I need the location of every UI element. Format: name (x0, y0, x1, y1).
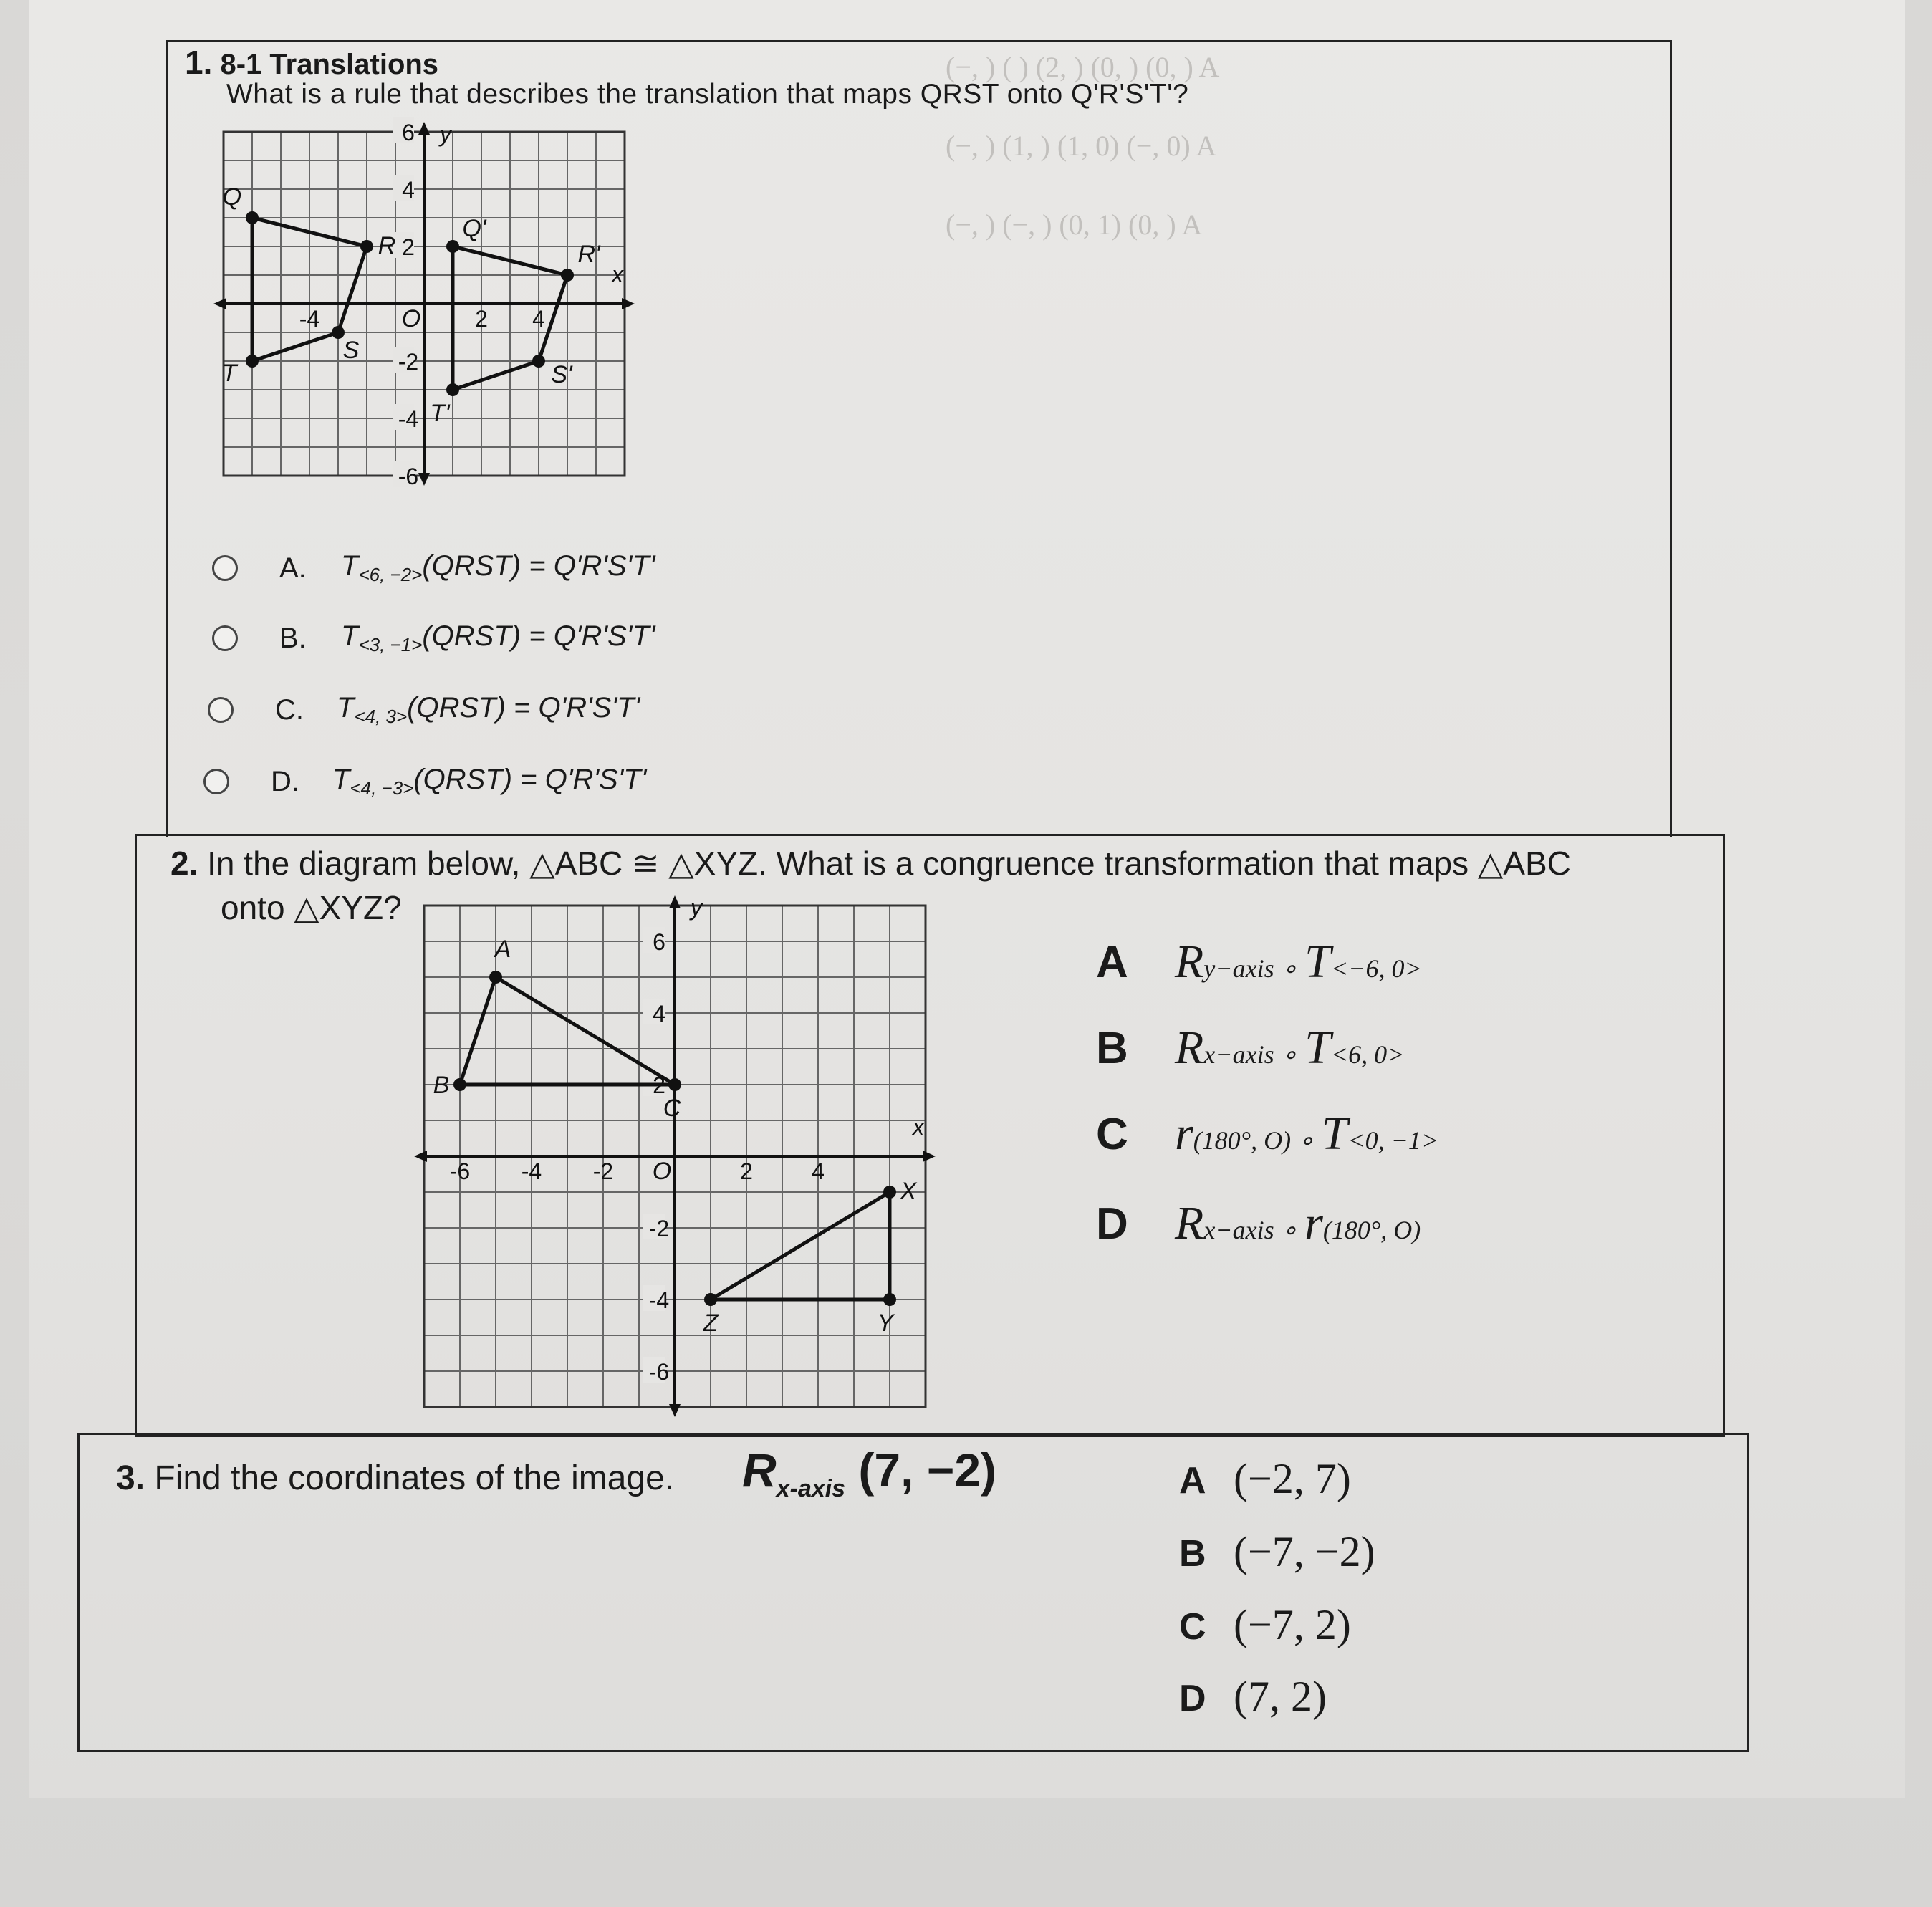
question1-number: 1. (185, 44, 213, 81)
choice-first-sub: (180°, O) (1193, 1126, 1292, 1155)
point-label: Q' (462, 215, 486, 242)
question3-prompt (116, 1459, 674, 1498)
y-axis-label: y (691, 895, 702, 921)
point-label: T' (430, 400, 450, 427)
choice-letter: A (1096, 938, 1128, 987)
point-label: X (900, 1178, 917, 1205)
reflection-point: (7, −2) (858, 1444, 997, 1497)
option-letter: A. (279, 552, 307, 584)
option-rule: $T_{<3, -1>}(QRST) = Q'R'S'T'$ (341, 620, 655, 655)
x-tick-label: 4 (532, 306, 545, 332)
choice-value: (7, 2) (1234, 1673, 1327, 1720)
choice-value: (−2, 7) (1234, 1455, 1351, 1502)
point-label: R' (577, 241, 600, 268)
point-r (360, 240, 373, 253)
radio-button[interactable] (203, 769, 229, 794)
y-tick-label: -4 (398, 406, 419, 432)
question3-expression (742, 1443, 996, 1503)
y-tick-label: -2 (398, 349, 419, 375)
y-tick-label: -2 (648, 1216, 670, 1241)
reflection-axis: x-axis (776, 1475, 846, 1502)
x-tick-label: -2 (592, 1158, 614, 1184)
x-tick-label: 2 (475, 306, 488, 332)
choice-second-sub: <6, 0> (1330, 1040, 1405, 1069)
choice-letter: D (1096, 1199, 1128, 1249)
y-axis-label: y (440, 121, 451, 147)
choice-second-transform: T (1304, 1022, 1331, 1074)
choice-first-sub: y−axis (1203, 954, 1274, 983)
x-axis-label: x (913, 1114, 924, 1140)
question3-prompt-text: Find the coordinates of the image. (154, 1459, 675, 1497)
question2-choice-b[interactable] (1096, 1021, 1404, 1075)
point-label: Y (877, 1310, 894, 1337)
choice-second-transform: r (1304, 1197, 1323, 1249)
x-axis-label: x (612, 261, 623, 287)
x-tick-label: -4 (521, 1158, 542, 1184)
y-tick-label: 2 (653, 1072, 665, 1098)
point-label: A (494, 936, 511, 963)
choice-second-sub: <−6, 0> (1330, 954, 1422, 983)
question2-choice-c[interactable] (1096, 1107, 1438, 1161)
y-tick-label: 4 (653, 1001, 665, 1027)
choice-letter: A (1179, 1460, 1206, 1502)
point-label: S (342, 337, 360, 364)
x-tick-label: -6 (449, 1158, 471, 1184)
radio-button[interactable] (208, 697, 234, 723)
x-tick-label: -4 (299, 306, 320, 332)
point-x (883, 1186, 896, 1199)
point-label: R (378, 232, 396, 259)
point-label: B (433, 1072, 450, 1099)
bleed-through-text: (−, ) (1, ) (1, 0) (−, 0) A (946, 130, 1217, 162)
point-t-prime (446, 383, 459, 396)
choice-first-transform: R (1175, 1197, 1204, 1249)
y-tick-label: -6 (398, 463, 419, 489)
y-tick-label: 2 (402, 234, 415, 260)
choice-letter: D (1179, 1678, 1206, 1719)
x-axis-arrow-icon (923, 1151, 936, 1162)
bleed-through-text: (−, ) ( ) (2, ) (0, ) (0, ) A (946, 51, 1220, 83)
question2-prompt-line1: In the diagram below, △ABC ≅ △XYZ. What is a congruence transformation that maps △ABC (207, 845, 1571, 882)
y-tick-label: 6 (653, 929, 665, 955)
figure-outline (711, 1192, 890, 1300)
question3-choice-c[interactable] (1179, 1600, 1351, 1650)
question1-option-c[interactable] (208, 692, 640, 728)
reflection-symbol: R (742, 1444, 777, 1497)
choice-value: (−7, −2) (1234, 1528, 1375, 1575)
x-tick-label: 2 (740, 1158, 753, 1184)
point-label: T (221, 360, 237, 387)
composition-op: ∘ (1281, 954, 1298, 983)
choice-first-transform: R (1175, 936, 1204, 988)
option-letter: D. (271, 765, 299, 797)
choice-first-sub: x−axis (1203, 1216, 1274, 1244)
origin-label: O (652, 1158, 672, 1185)
point-r-prime (561, 269, 574, 282)
y-tick-label: -4 (648, 1287, 670, 1313)
question2-graph (424, 895, 937, 1403)
question1-graph (221, 120, 668, 509)
y-axis-arrow-icon (418, 122, 430, 135)
question3-choice-a[interactable] (1179, 1454, 1351, 1504)
point-label: S' (551, 361, 572, 388)
choice-first-sub: x−axis (1203, 1040, 1274, 1069)
question1-option-a[interactable] (212, 550, 655, 586)
choice-second-transform: T (1321, 1108, 1348, 1160)
origin-label: O (401, 305, 421, 332)
point-label: Z (703, 1310, 719, 1337)
choice-second-sub: (180°, O) (1322, 1216, 1421, 1244)
point-label: C (663, 1095, 681, 1122)
choice-second-transform: T (1304, 936, 1331, 988)
choice-letter: B (1096, 1024, 1128, 1073)
question3-number: 3. (116, 1459, 145, 1497)
choice-first-transform: R (1175, 1022, 1204, 1074)
choice-letter: C (1096, 1110, 1128, 1159)
choice-value: (−7, 2) (1234, 1601, 1351, 1648)
question2-choice-a[interactable] (1096, 935, 1422, 989)
point-q-prime (446, 240, 459, 253)
question2-choice-d[interactable] (1096, 1196, 1421, 1251)
composition-op: ∘ (1281, 1040, 1298, 1069)
point-b (453, 1078, 466, 1091)
point-t (246, 355, 259, 368)
y-axis-arrow-icon (418, 473, 430, 486)
composition-op: ∘ (1281, 1216, 1298, 1244)
point-s-prime (532, 355, 545, 368)
point-c (668, 1078, 681, 1091)
radio-button[interactable] (212, 555, 238, 581)
option-rule: $T_{<6, -2>}(QRST) = Q'R'S'T'$ (341, 550, 655, 585)
choice-second-sub: <0, −1> (1347, 1126, 1439, 1155)
composition-op: ∘ (1298, 1126, 1315, 1155)
option-letter: B. (279, 622, 307, 654)
question1-prompt: What is a rule that describes the translation that maps QRST onto Q'R'S'T'? (226, 79, 1189, 110)
point-q (246, 211, 259, 224)
point-z (704, 1293, 717, 1306)
question3-choice-d[interactable] (1179, 1672, 1327, 1721)
option-letter: C. (275, 693, 304, 726)
y-tick-label: -6 (648, 1359, 670, 1385)
point-a (489, 971, 502, 984)
bleed-through-text: (−, ) (−, ) (0, 1) (0, ) A (946, 208, 1203, 241)
point-label: Q (222, 183, 242, 211)
question2-prompt-line2: onto △XYZ? (221, 889, 402, 926)
x-tick-label: 4 (812, 1158, 825, 1184)
question1-option-b[interactable] (212, 620, 655, 656)
question2-number: 2. (170, 845, 198, 882)
y-tick-label: 6 (402, 120, 415, 145)
choice-letter: C (1179, 1606, 1206, 1648)
choice-first-transform: r (1175, 1108, 1193, 1160)
option-rule: $T_{<4, -3>}(QRST) = Q'R'S'T'$ (332, 764, 647, 799)
option-rule: $T_{<4, 3>}(QRST) = Q'R'S'T'$ (337, 692, 640, 727)
question1-option-d[interactable] (203, 764, 646, 799)
question3-choice-b[interactable] (1179, 1527, 1375, 1577)
point-y (883, 1293, 896, 1306)
question1-topic: 8-1 Translations (220, 49, 439, 80)
question1-header (185, 43, 438, 82)
x-axis-arrow-icon (622, 298, 635, 309)
y-tick-label: 4 (402, 177, 415, 203)
radio-button[interactable] (212, 625, 238, 651)
choice-letter: B (1179, 1533, 1206, 1575)
